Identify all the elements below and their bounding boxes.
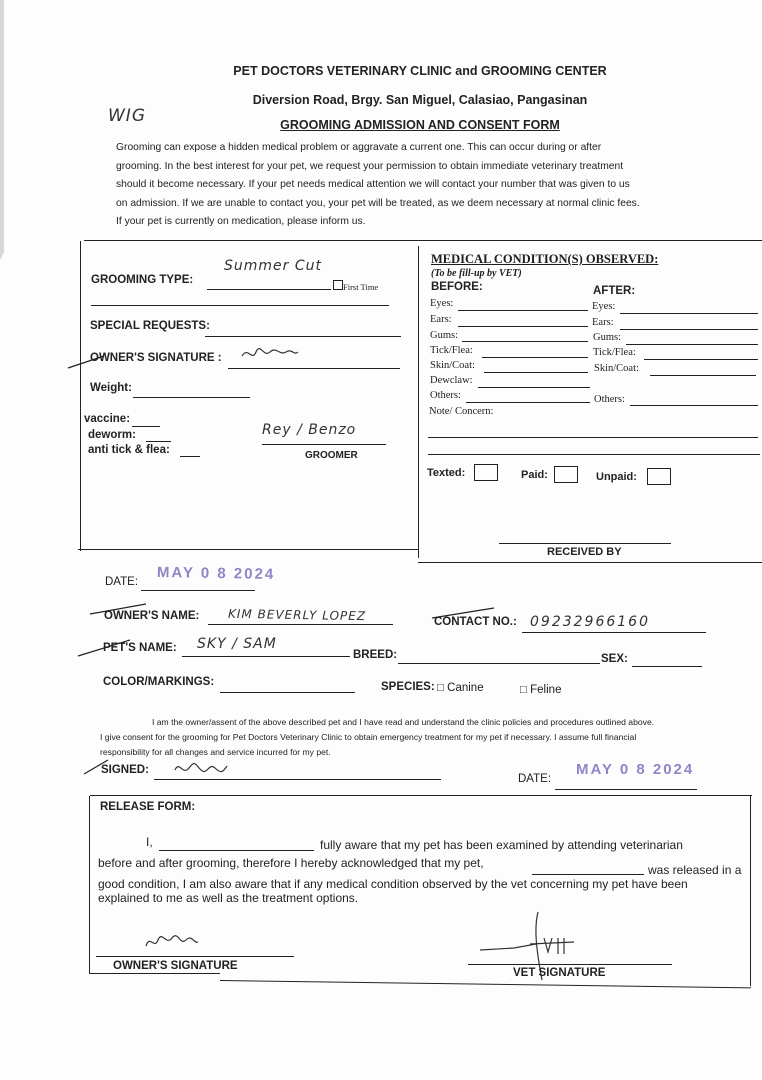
note-line-1	[428, 437, 758, 438]
vet-signature-line	[468, 964, 672, 965]
paid-checkbox[interactable]	[554, 466, 578, 483]
date-line	[141, 590, 255, 591]
box-divider	[418, 246, 419, 558]
intro-line: on admission. If we are unable to contact you, your pet will be treated, as we deem necessary at normal clinic fees.	[116, 197, 640, 209]
pet-name-label: PET'S NAME:	[103, 642, 177, 654]
before-eyes-line	[458, 310, 588, 311]
note-concern-label: Note/ Concern:	[429, 406, 494, 417]
anti-tick-line	[180, 456, 200, 457]
before-label: BEFORE:	[431, 281, 483, 293]
sex-label: SEX:	[601, 653, 628, 665]
after-label: AFTER:	[593, 285, 636, 297]
release-box-right	[750, 796, 751, 986]
deworm-label: deworm:	[88, 429, 136, 441]
release-owner-signature-label: OWNER'S SIGNATURE	[113, 960, 238, 972]
release-text-1: fully aware that my pet has been examined by attending veterinarian	[320, 838, 683, 852]
species-label: SPECIES:	[381, 681, 435, 693]
before-dewclaw-line	[478, 387, 590, 388]
date-label: DATE:	[105, 576, 139, 588]
anti-tick-label: anti tick & flea:	[88, 444, 170, 456]
strike-mark	[430, 606, 496, 620]
medical-condition-title: MEDICAL CONDITION(S) OBSERVED:	[431, 252, 659, 266]
pet-name-value[interactable]: SKY / SAM	[197, 636, 277, 652]
box-left-border	[80, 241, 81, 551]
owner-name-label: OWNER'S NAME:	[104, 610, 200, 622]
release-text-3: was released in a	[648, 863, 742, 877]
signed-label: SIGNED:	[101, 764, 149, 776]
box-top-border	[84, 240, 762, 241]
strike-mark	[88, 602, 148, 616]
special-requests-line	[205, 336, 401, 337]
clinic-address: Diversion Road, Brgy. San Miguel, Calasiao, Pangasinan	[252, 93, 588, 107]
handwritten-code: WIG	[108, 106, 146, 126]
grooming-type-label: GROOMING TYPE:	[91, 274, 194, 286]
after-eyes-line	[620, 313, 758, 314]
before-skincoat-line	[484, 372, 588, 373]
date-stamp: MAY 0 8 2024	[156, 563, 276, 584]
contact-line	[522, 632, 706, 633]
release-box-top	[90, 795, 752, 796]
consent-line: I am the owner/assent of the above described pet and I have read and understand the clinic policies and procedures outlined above.	[152, 717, 655, 727]
before-others-line	[466, 402, 590, 403]
sex-line	[632, 666, 702, 667]
release-name-line	[159, 850, 314, 851]
after-gums-line	[626, 344, 758, 345]
groomer-value: Rey / Benzo	[262, 422, 357, 438]
owner-signature-label: OWNER'S SIGNATURE :	[90, 352, 222, 364]
release-form-title: RELEASE FORM:	[100, 801, 196, 813]
release-text-4: good condition, I am also aware that if any medical condition observed by the vet concerning my pet have been	[98, 877, 688, 891]
release-owner-signature-mark	[144, 932, 200, 957]
intro-line: If your pet is currently on medication, please inform us.	[116, 216, 366, 227]
contact-value[interactable]: 09232966160	[530, 614, 650, 630]
texted-checkbox[interactable]	[474, 464, 498, 481]
strike-mark	[76, 638, 132, 658]
vet-signature-label: VET SIGNATURE	[513, 967, 606, 979]
consent-date-label: DATE:	[518, 773, 552, 785]
grooming-type-line	[207, 289, 331, 290]
release-box-left	[89, 796, 90, 974]
intro-paragraph	[116, 139, 756, 232]
release-i-label: I,	[146, 835, 153, 849]
after-others-label: Others:	[594, 394, 625, 405]
vaccine-label: vaccine:	[84, 413, 131, 425]
intro-line: should it become necessary. If your pet needs medical attention we will contact your number that was given to us	[116, 179, 630, 190]
clinic-name: PET DOCTORS VETERINARY CLINIC and GROOMING CENTER	[233, 64, 607, 78]
species-canine-option[interactable]: □ Canine	[437, 682, 484, 694]
before-tickflea-label: Tick/Flea:	[430, 345, 473, 356]
before-ears-line	[458, 326, 588, 327]
owner-name-value[interactable]: KIM BEVERLY LOPEZ	[227, 606, 367, 624]
consent-line: I give consent for the grooming for Pet Doctors Veterinary Clinic to obtain emergency treatment for my pet if necessary. I assume full financial	[100, 732, 637, 742]
vaccine-line	[132, 426, 160, 427]
groomer-line	[262, 444, 386, 445]
pet-name-line	[182, 656, 350, 657]
received-by-label: RECEIVED BY	[547, 546, 622, 558]
breed-label: BREED:	[353, 649, 398, 661]
color-markings-label: COLOR/MARKINGS:	[103, 676, 215, 688]
received-by-line	[499, 543, 671, 544]
intro-line: Grooming can expose a hidden medical problem or aggravate a current one. This can occur during or after	[116, 142, 602, 153]
texted-label: Texted:	[427, 467, 466, 479]
box-bottom-right	[418, 562, 762, 563]
color-markings-line	[220, 692, 355, 693]
after-skincoat-line	[650, 375, 756, 376]
weight-label: Weight:	[90, 382, 132, 394]
before-gums-label: Gums:	[430, 330, 459, 341]
special-requests-label: SPECIAL REQUESTS:	[90, 320, 210, 332]
owner-name-line	[208, 624, 393, 625]
first-time-label: First Time	[343, 282, 379, 292]
form-title: GROOMING ADMISSION AND CONSENT FORM	[280, 118, 560, 132]
after-eyes-label: Eyes:	[592, 301, 616, 312]
release-owner-signature-line	[96, 956, 294, 957]
paid-label: Paid:	[521, 469, 548, 481]
release-text-2: before and after grooming, therefore I hereby acknowledged that my pet,	[98, 856, 484, 870]
after-ears-line	[620, 329, 758, 330]
consent-date-line	[555, 789, 697, 790]
strike-mark	[82, 756, 110, 776]
folded-corner	[4, 0, 132, 255]
before-gums-line	[462, 341, 588, 342]
note-line-2	[428, 454, 760, 455]
consent-paragraph	[100, 715, 720, 760]
consent-date-stamp: MAY 0 8 2024	[576, 761, 695, 778]
grooming-type-extra-line	[91, 305, 389, 306]
unpaid-label: Unpaid:	[596, 471, 637, 483]
unpaid-checkbox[interactable]	[647, 468, 671, 485]
weight-line	[133, 397, 250, 398]
after-tickflea-line	[644, 359, 758, 360]
after-ears-label: Ears:	[592, 317, 614, 328]
after-others-line	[630, 405, 758, 406]
grooming-type-value[interactable]: Summer Cut	[224, 258, 322, 274]
before-dewclaw-label: Dewclaw:	[430, 375, 473, 386]
after-tickflea-label: Tick/Flea:	[593, 347, 636, 358]
box-bottom-left	[78, 549, 418, 550]
medical-condition-subtitle: (To be fill-up by VET)	[431, 268, 522, 279]
species-feline-option[interactable]: □ Feline	[520, 684, 562, 696]
consent-line: responsibility for all changes and service incurred for my pet.	[100, 747, 331, 757]
before-tickflea-line	[482, 357, 588, 358]
signed-signature-mark	[173, 758, 229, 783]
before-skincoat-label: Skin/Coat:	[430, 360, 475, 371]
owner-signature-mark	[240, 344, 300, 369]
after-skincoat-label: Skin/Coat:	[594, 363, 639, 374]
groomer-label: GROOMER	[305, 450, 358, 461]
contact-label: CONTACT NO.:	[434, 616, 517, 628]
before-eyes-label: Eyes:	[430, 298, 454, 309]
intro-line: grooming. In the best interest for your pet, we request your permission to obtain immediate veterinary treatment	[116, 160, 624, 172]
vet-signature-mark	[478, 908, 588, 993]
deworm-line	[146, 441, 171, 442]
before-ears-label: Ears:	[430, 314, 452, 325]
release-text-5: explained to me as well as the treatment options.	[98, 891, 359, 905]
strike-mark	[66, 352, 106, 372]
release-box-bottom-left	[90, 973, 220, 974]
breed-line	[398, 663, 600, 664]
first-time-checkbox[interactable]	[333, 280, 343, 290]
before-others-label: Others:	[430, 390, 461, 401]
after-gums-label: Gums:	[593, 332, 622, 343]
